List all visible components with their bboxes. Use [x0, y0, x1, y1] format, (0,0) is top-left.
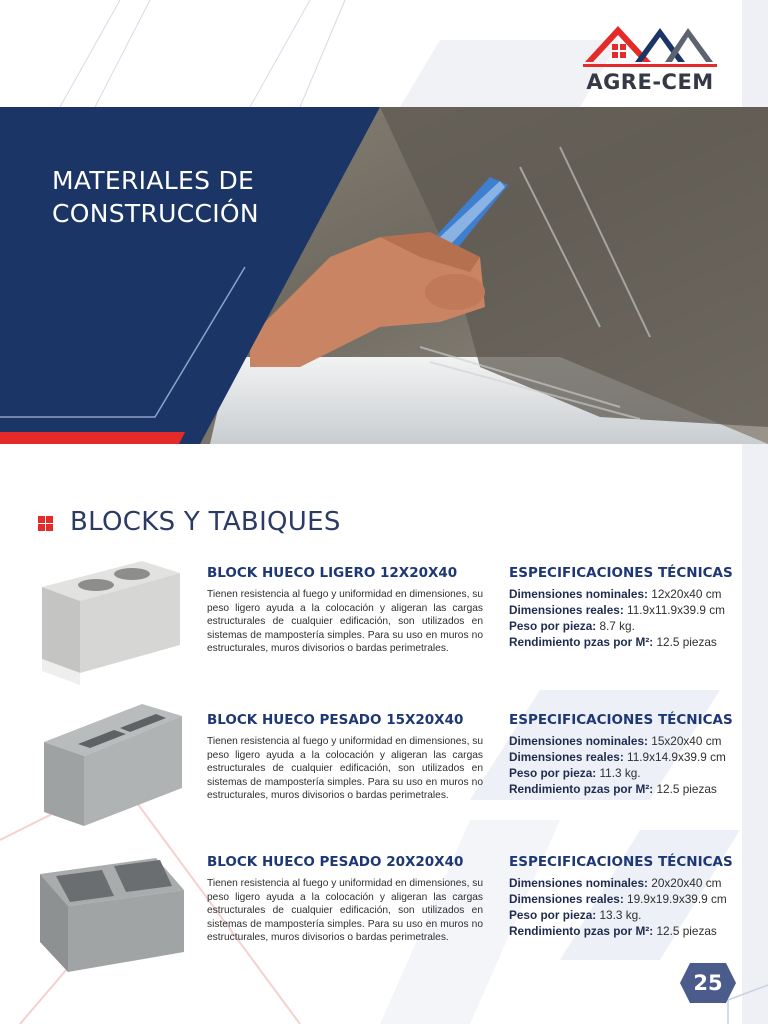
section-title: BLOCKS Y TABIQUES [70, 507, 341, 537]
hollow-block-heavy-20-image [34, 852, 190, 982]
spec-row: Dimensiones nominales: 12x20x40 cm [509, 587, 722, 601]
spec-list [509, 586, 725, 650]
roof-logo-icon [580, 18, 720, 70]
spec-row: Rendimiento pzas por M²: 12.5 piezas [509, 924, 717, 938]
hero-title [52, 164, 259, 230]
product-block-20x20x40 [0, 854, 768, 994]
hero-title-line2: CONSTRUCCIÓN [52, 199, 259, 228]
product-name: BLOCK HUECO LIGERO 12X20X40 [207, 565, 458, 581]
spec-list [509, 875, 727, 939]
section-heading [36, 505, 341, 539]
spec-list [509, 733, 726, 797]
agre-cem-logo [580, 18, 720, 100]
product-block-12x20x40 [0, 565, 768, 705]
page-number-badge [680, 963, 736, 1003]
spec-row: Rendimiento pzas por M²: 12.5 piezas [509, 635, 717, 649]
spec-row: Dimensiones reales: 11.9x11.9x39.9 cm [509, 603, 725, 617]
spec-row: Dimensiones reales: 19.9x19.9x39.9 cm [509, 892, 727, 906]
red-grid-icon [36, 513, 54, 531]
hero-banner [0, 107, 768, 444]
spec-title: ESPECIFICACIONES TÉCNICAS [509, 565, 733, 581]
product-description: Tienen resistencia al fuego y uniformidad en dimensiones, su peso ligero ayuda a la colocación y aligeran las cargas estructurales de cualquier edificación, son utilizados en sistemas de mampostería simples. Para su uso en muros no estructurales, muros divisorios o bardas perimetrales. [207, 589, 483, 655]
spec-row: Dimensiones nominales: 20x20x40 cm [509, 876, 722, 890]
product-name: BLOCK HUECO PESADO 20X20X40 [207, 854, 464, 870]
spec-row: Peso por pieza: 13.3 kg. [509, 908, 642, 922]
hollow-block-heavy-15-image [34, 700, 190, 830]
spec-title: ESPECIFICACIONES TÉCNICAS [509, 854, 733, 870]
hero-photo-plastering [0, 107, 768, 444]
spec-title: ESPECIFICACIONES TÉCNICAS [509, 712, 733, 728]
spec-row: Dimensiones nominales: 15x20x40 cm [509, 734, 722, 748]
product-name: BLOCK HUECO PESADO 15X20X40 [207, 712, 464, 728]
product-description: Tienen resistencia al fuego y uniformidad en dimensiones, su peso ligero ayuda a la colocación y aligeran las cargas estructurales de cualquier edificación, son utilizados en sistemas de mampostería simples. Para su uso en muros no estructurales, muros divisorios o bardas perimetrales. [207, 736, 483, 802]
product-block-15x20x40 [0, 712, 768, 852]
hero-title-line1: MATERIALES DE [52, 166, 255, 195]
spec-row: Peso por pieza: 11.3 kg. [509, 766, 641, 780]
spec-row: Rendimiento pzas por M²: 12.5 piezas [509, 782, 717, 796]
hollow-block-light-image [34, 557, 190, 687]
spec-row: Dimensiones reales: 11.9x14.9x39.9 cm [509, 750, 726, 764]
brand-name: AGRE-CEM [586, 70, 714, 94]
product-description: Tienen resistencia al fuego y uniformidad en dimensiones, su peso ligero ayuda a la colocación y aligeran las cargas estructurales de cualquier edificación, son utilizados en sistemas de mampostería simples. Para su uso en muros no estructurales, muros divisorios o bardas perimetrales. [207, 878, 483, 944]
spec-row: Peso por pieza: 8.7 kg. [509, 619, 635, 633]
page-number: 25 [693, 971, 723, 995]
